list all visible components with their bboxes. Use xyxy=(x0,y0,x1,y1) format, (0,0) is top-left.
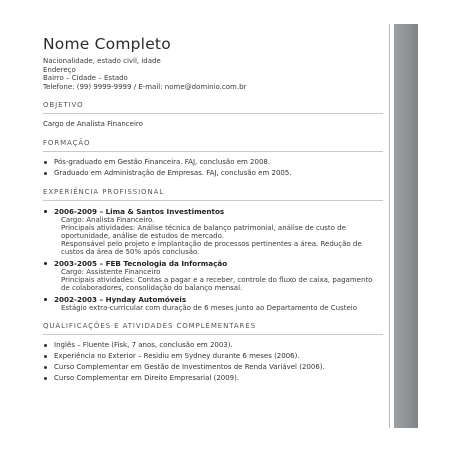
full-name: Nome Completo xyxy=(43,35,171,53)
section-title-objetivo: OBJETIVO xyxy=(43,101,383,114)
list-item: Curso Complementar em Gestão de Investimentos de Renda Variável (2006). xyxy=(43,363,383,372)
experience-line: Principais atividades: Análise técnica de balanço patrimonial, análise de custo de xyxy=(61,223,346,232)
experience-item xyxy=(43,207,383,256)
contact-phone-email: Telefone: (99) 9999-9999 / E-mail: nome@dominio.com.br xyxy=(43,82,247,91)
experience-list xyxy=(43,207,383,312)
section-title-qualificacoes: QUALIFICAÇÕES E ATIVIDADES COMPLEMENTARES xyxy=(43,322,383,335)
experience-item xyxy=(43,259,383,292)
contact-city: Bairro – Cidade – Estado xyxy=(43,74,128,83)
sidebar-divider-line xyxy=(389,24,390,428)
list-item: Experiência no Exterior – Residiu em Sydney durante 6 meses (2006). xyxy=(43,352,383,361)
experience-heading: 2006-2009 – Lima & Santos Investimentos xyxy=(54,206,225,216)
experience-line: de colaboradores, consolidação do balanço mensal. xyxy=(61,283,243,292)
qualifications-list xyxy=(43,341,383,383)
experience-line: Estágio extra-curricular com duração de 6 meses junto ao Departamento de Custeio xyxy=(61,303,357,312)
experience-line: Responsável pelo projeto e implantação de processos pertinentes a área. Redução de xyxy=(61,239,362,248)
section-title-formacao: FORMAÇÃO xyxy=(43,139,383,152)
list-item: Pós-graduado em Gestão Financeira. FAJ, conclusão em 2008. xyxy=(43,158,383,167)
objective-text: Cargo de Analista Financeiro xyxy=(43,120,143,129)
experience-item xyxy=(43,295,383,312)
section-title-experiencia: EXPERIÊNCIA PROFISSIONAL xyxy=(43,188,383,201)
contact-nationality: Nacionalidade, estado civil, idade xyxy=(43,57,161,65)
decorative-sidebar-bar xyxy=(394,24,418,428)
experience-line: custos da área de 50% após conclusão. xyxy=(61,247,200,256)
experience-heading: 2003-2005 – FEB Tecnologia da Informação xyxy=(54,258,228,268)
experience-line: Cargo: Assistente Financeiro xyxy=(61,267,161,276)
list-item: Graduado em Administração de Empresas. FAJ, conclusão em 2005. xyxy=(43,169,383,178)
list-item: Curso Complementar em Direito Empresarial (2009). xyxy=(43,374,383,383)
experience-line: Cargo: Analista Financeiro. xyxy=(61,215,155,224)
resume-content xyxy=(43,34,383,386)
contact-address: Endereço xyxy=(43,65,76,74)
experience-line: Principais atividades: Contas a pagar e a receber, controle do fluxo de caixa, pagamento xyxy=(61,275,373,284)
experience-heading: 2002-2003 – Hynday Automóveis xyxy=(54,294,187,304)
contact-block xyxy=(43,57,383,91)
list-item: Inglês – Fluente (Fisk, 7 anos, conclusão em 2003). xyxy=(43,341,383,350)
education-list xyxy=(43,158,383,178)
experience-line: oportunidade, análise de estudos de mercado. xyxy=(61,231,224,240)
